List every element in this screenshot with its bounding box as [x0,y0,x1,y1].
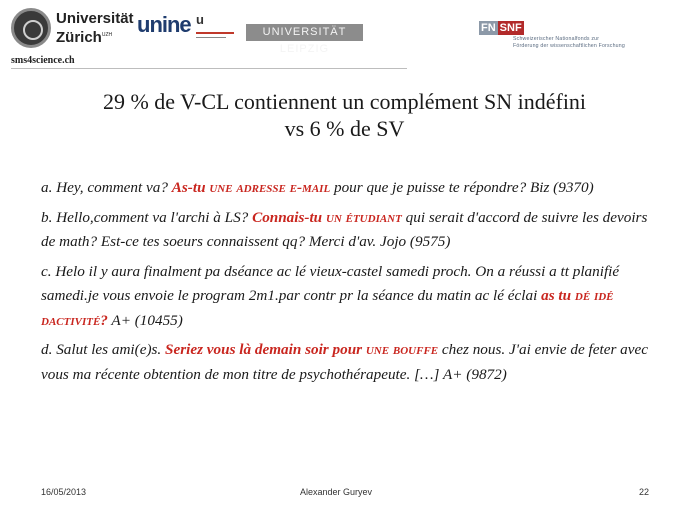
sns-logo-line2: Förderung der wissenschaftlichen Forschung [513,43,625,49]
example-d [41,338,656,387]
uzh-logo-text [56,10,134,46]
slide-title-line2: vs 6 % de SV [284,116,405,141]
example-a-verb: As-tu [171,179,206,196]
slide-title-line1: 29 % de V-CL contiennent un complément SN indéfini [102,89,587,114]
unine-logo: unine [137,12,191,37]
header-rule [11,68,407,69]
example-c-verb: as tu [541,287,572,304]
logo-header [0,0,689,70]
uzh-logo-line2: Zürich [56,29,102,46]
ub-logo-rule [196,37,226,38]
sns-logo-text [513,36,625,50]
example-b [41,206,656,255]
example-d-text: d. Salut les ami(e)s. [41,341,166,358]
example-c-np: dé idé dactivité? [41,287,614,329]
example-b-verb: Connais-tu [252,208,323,226]
ub-logo: u [196,12,204,27]
example-a-text: a. Hey, comment va? [41,179,172,196]
slide-title [0,88,689,142]
footer-page-number: 22 [639,487,650,497]
snf-logo-part: SNF [499,22,522,34]
fns-logo-part: FN [481,22,496,34]
example-c [41,260,656,334]
example-b-np: un étudiant [325,208,402,226]
ub-logo-bar [196,32,234,34]
example-a-tail: pour que je puisse te répondre? Biz (9370) [330,179,594,196]
example-c-tail: A+ (10455) [107,311,183,329]
footer-date: 16/05/2013 [41,487,87,497]
example-c-text: c. Helo il y aura finalment pa dséance ac lé vieux-castel samedi proch. On a réussi a tt planifié samedi.je vous envoie le program 2m1.par contr pr la séance du matin ac lé éclai [41,262,620,304]
example-d-np: une bouffe [365,341,439,358]
footer-author: Alexander Guryev [300,487,373,497]
uzh-logo-sup: UZH [101,32,113,38]
uzh-logo-line1: Universität [56,10,134,27]
uzh-seal-logo [11,8,51,48]
leipzig-logo: UNIVERSITÄT LEIPZIG [246,24,363,41]
example-b-tail: qui serait d'accord de suivre les devoirs de math? Est-ce tes soeurs connaissent qq? Merci d'av. Jojo (9575) [41,208,648,250]
example-d-tail: chez nous. J'ai envie de feter avec vous ma récente obtention de mon titre de psychothérapeute. […] A+ (9872) [41,341,648,383]
example-a [41,176,656,201]
sms4science-label: sms4science.ch [11,55,75,66]
example-b-text: b. Hello,comment va l'archi à LS? [41,208,253,226]
examples-list [41,176,656,392]
example-d-verb: Seriez vous là demain soir pour [165,341,363,358]
fns-snf-logo [479,22,524,34]
example-a-np: une adresse e-mail [209,179,331,196]
sns-logo-line1: Schweizerischer Nationalfonds zur [513,36,600,42]
